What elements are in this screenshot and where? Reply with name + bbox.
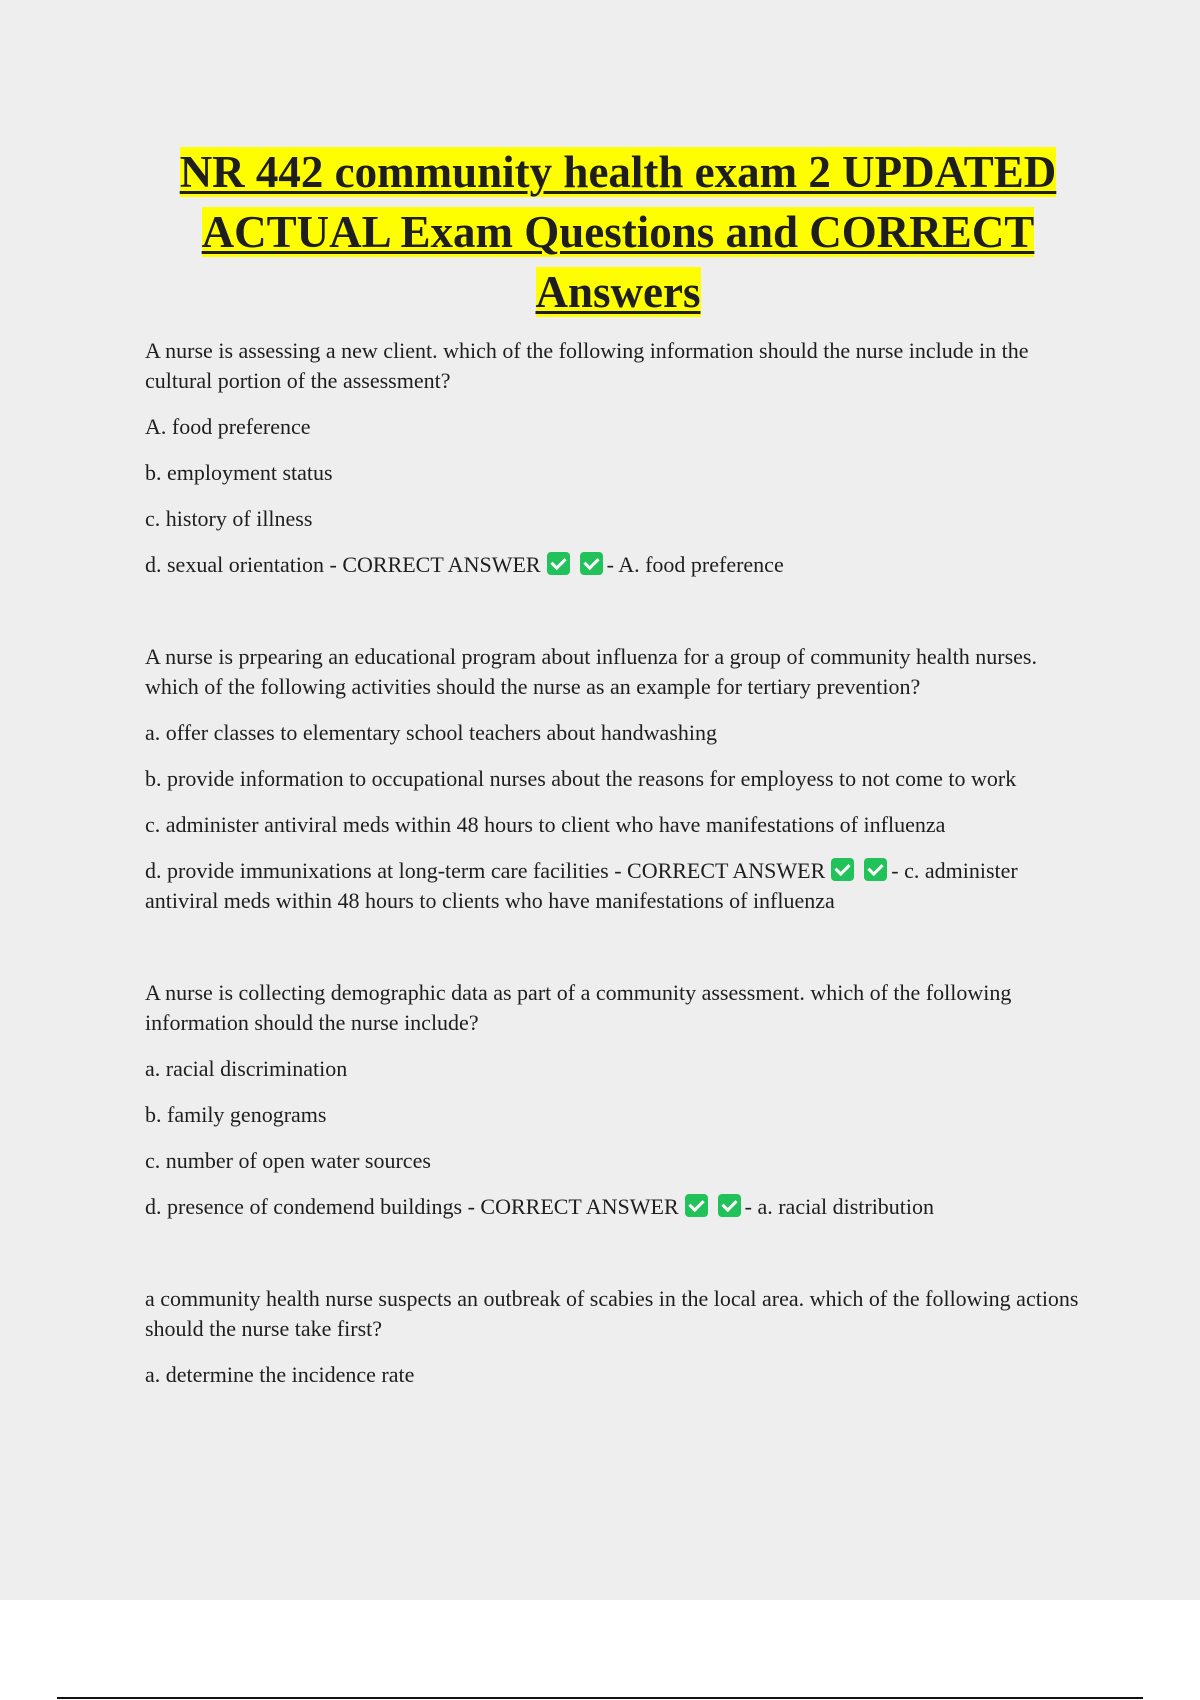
correct-answer: - A. food preference: [606, 552, 784, 577]
option-d: d. presence of condemend buildings - CORRECT ANSWER: [145, 1194, 679, 1219]
option-d-with-answer: [145, 856, 1085, 916]
correct-answer: - c. administer antiviral meds within 48 hours to clients who have manifestations of influenza: [145, 858, 1018, 913]
option-b: b. family genograms: [145, 1102, 327, 1127]
option-c: c. administer antiviral meds within 48 hours to client who have manifestations of influenza: [145, 812, 946, 837]
option-d-with-answer: [145, 1192, 1085, 1222]
option-a: a. offer classes to elementary school teachers about handwashing: [145, 720, 717, 745]
option-a: a. racial discrimination: [145, 1056, 348, 1081]
option-c: c. history of illness: [145, 506, 313, 531]
title-line-3: Answers: [535, 267, 701, 317]
check-box-icon: [580, 552, 603, 575]
question-block-1: [145, 336, 1085, 580]
question-text: A nurse is assessing a new client. which of the following information should the nurse include in the cultural portion of the assessment?: [145, 338, 1029, 393]
title-line-2: ACTUAL Exam Questions and CORRECT: [201, 207, 1035, 257]
option-a: A. food preference: [145, 414, 311, 439]
option-b: b. provide information to occupational nurses about the reasons for employess to not come to work: [145, 766, 1017, 791]
option-d: d. provide immunixations at long-term care facilities - CORRECT ANSWER: [145, 858, 826, 883]
check-box-icon: [864, 858, 887, 881]
option-c: c. number of open water sources: [145, 1148, 431, 1173]
option-a: a. determine the incidence rate: [145, 1362, 415, 1387]
option-d: d. sexual orientation - CORRECT ANSWER: [145, 552, 541, 577]
question-block-4: [145, 1284, 1085, 1390]
question-block-3: [145, 978, 1085, 1222]
question-text: A nurse is collecting demographic data as part of a community assessment. which of the following information should the nurse include?: [145, 980, 1012, 1035]
questions-list: [145, 336, 1085, 1406]
footer-divider: [57, 1697, 1143, 1699]
question-text: A nurse is prpearing an educational program about influenza for a group of community health nurses. which of the following activities should the nurse as an example for tertiary prevention?: [145, 644, 1037, 699]
option-d-with-answer: [145, 550, 1085, 580]
correct-answer: - a. racial distribution: [744, 1194, 935, 1219]
check-box-icon: [718, 1194, 741, 1217]
check-box-icon: [685, 1194, 708, 1217]
option-b: b. employment status: [145, 460, 333, 485]
document-title: [120, 142, 1116, 322]
question-text: a community health nurse suspects an outbreak of scabies in the local area. which of the following actions should the nurse take first?: [145, 1286, 1079, 1341]
check-box-icon: [831, 858, 854, 881]
check-box-icon: [547, 552, 570, 575]
title-line-1: NR 442 community health exam 2 UPDATED: [179, 147, 1057, 197]
question-block-2: [145, 642, 1085, 916]
